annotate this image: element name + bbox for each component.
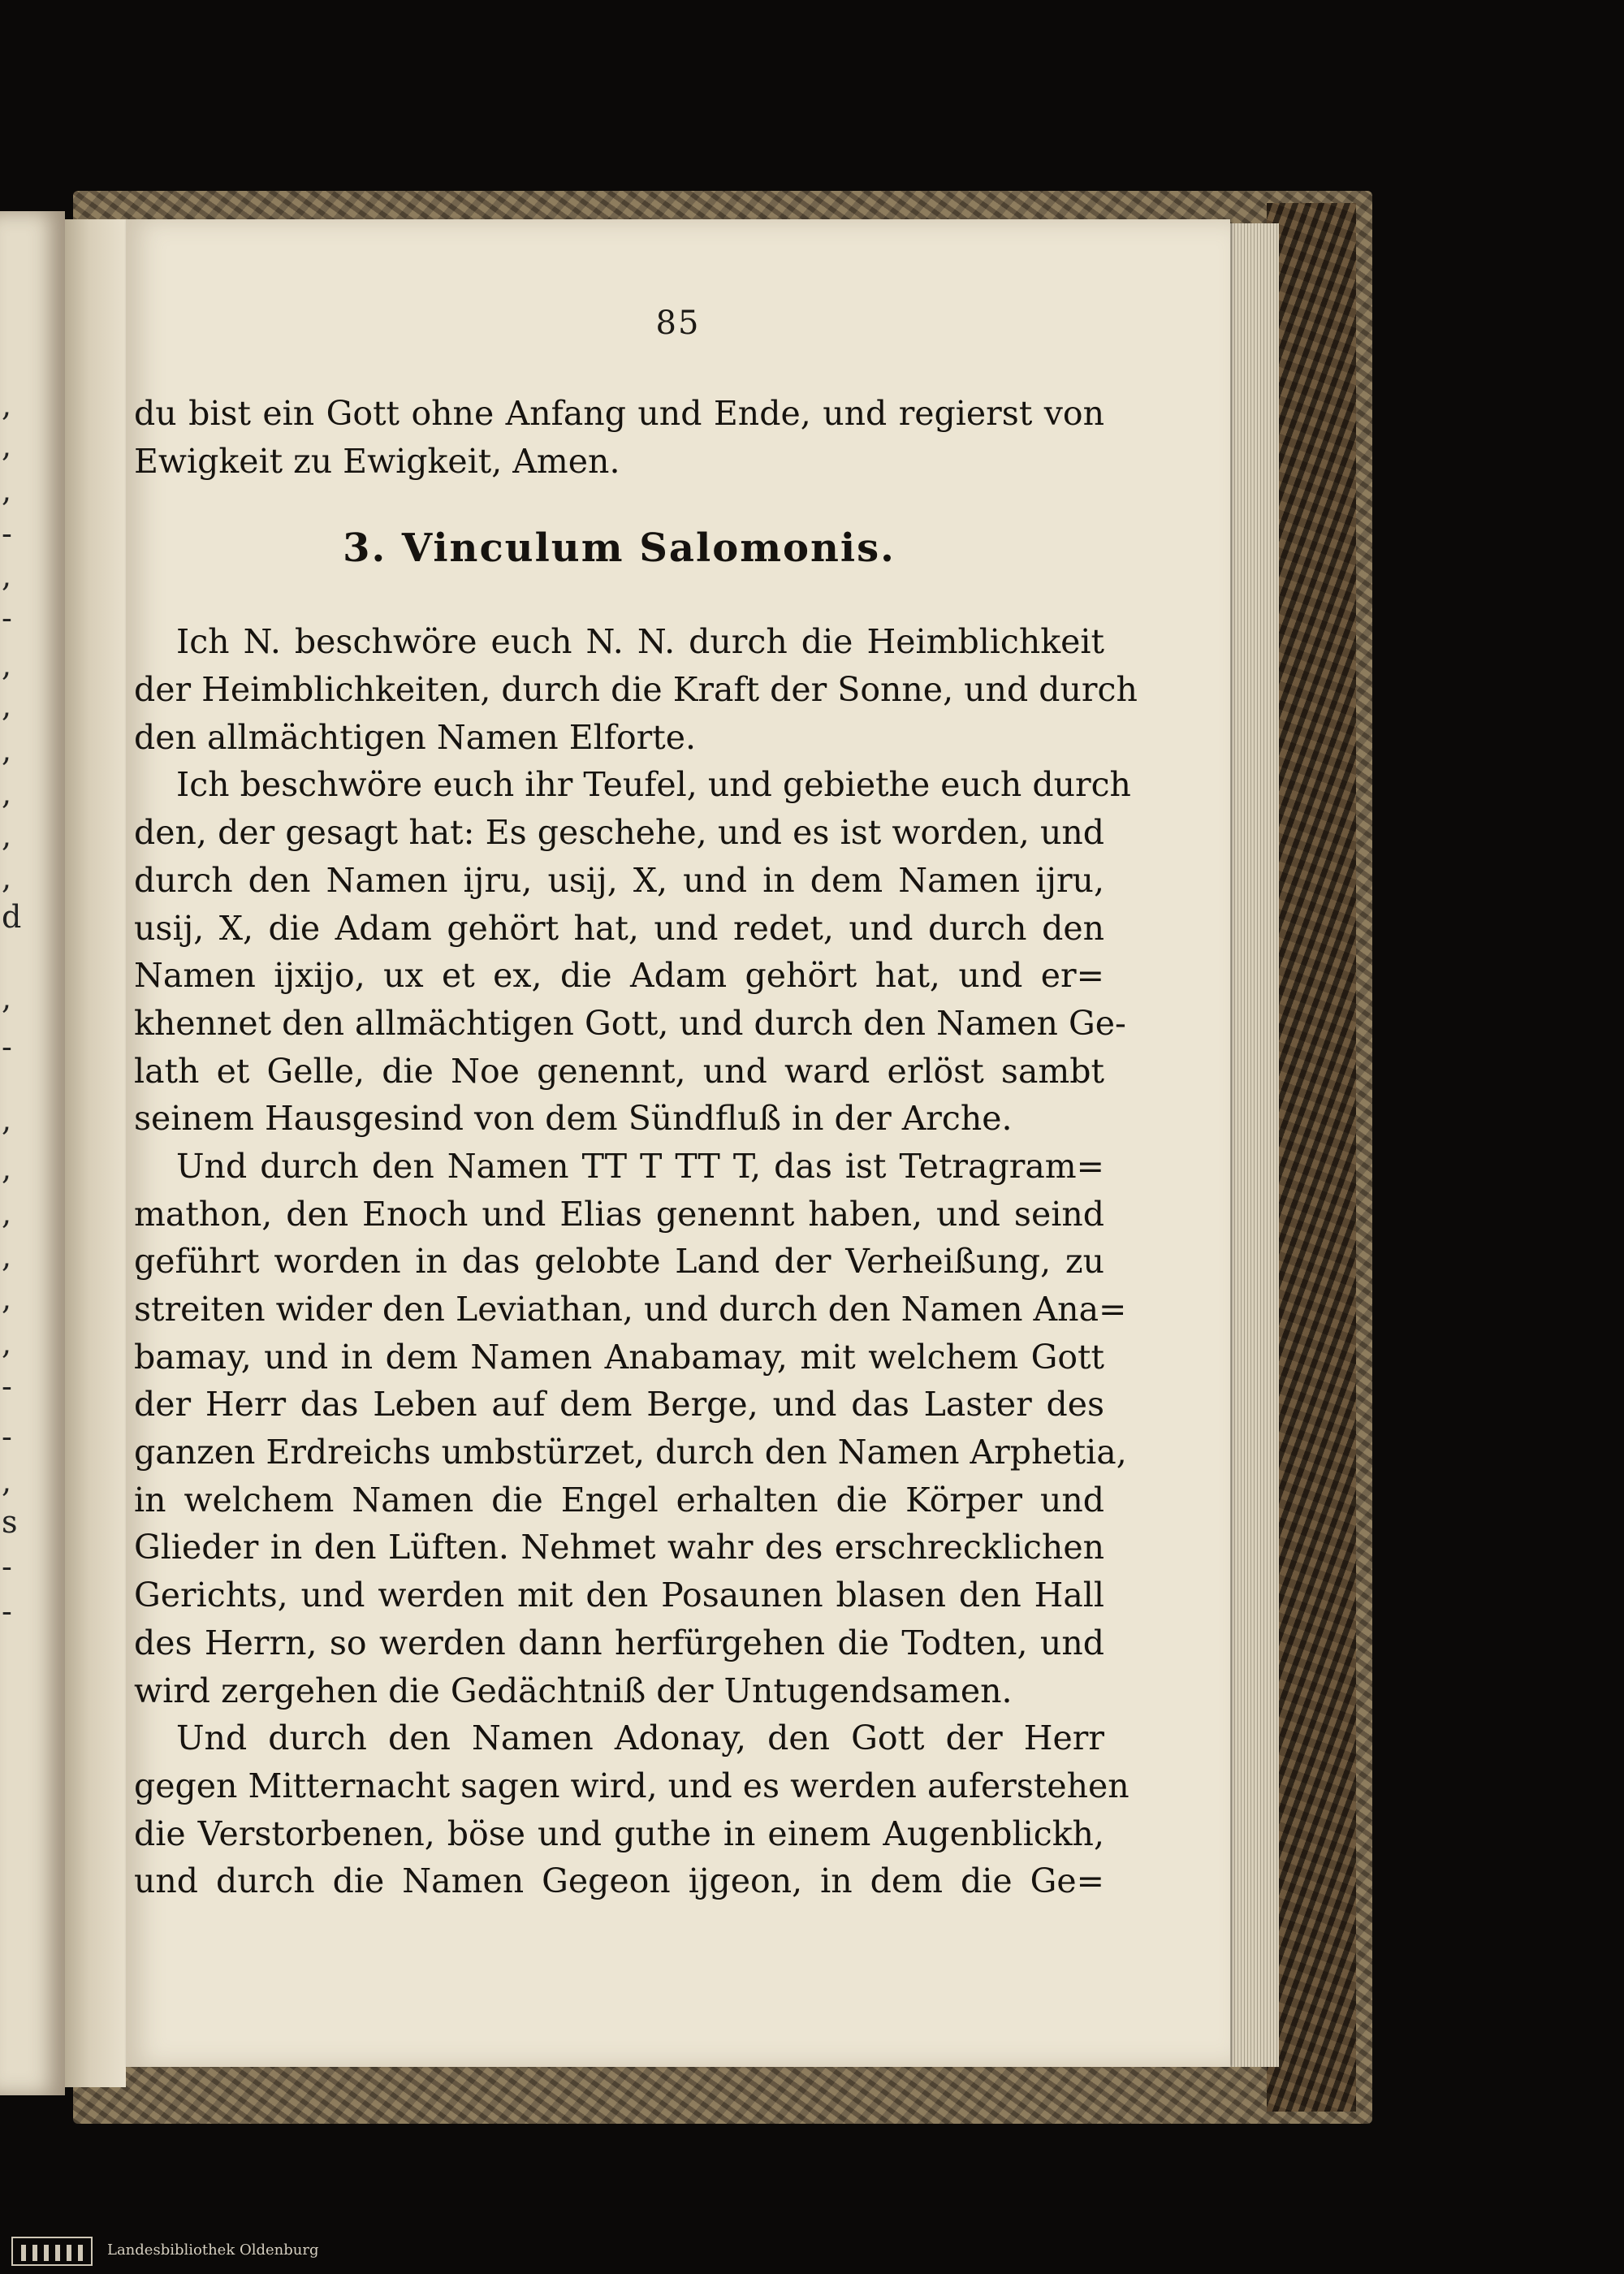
- left-page-margin-char: ,: [2, 776, 12, 811]
- text-line: der Heimblichkeiten, durch die Kraft der Sonne, und durch: [134, 670, 1138, 710]
- left-page-margin-char: ,: [2, 473, 12, 508]
- left-page-margin-char: -: [2, 600, 12, 636]
- page-edges: [1222, 223, 1279, 2067]
- left-page-margin-char: ,: [2, 387, 12, 423]
- left-page-margin-char: ,: [2, 1325, 12, 1361]
- library-logo-icon: [11, 2237, 93, 2266]
- left-page-margin-char: -: [2, 516, 12, 551]
- text-line: usij, X, die Adam gehört hat, und redet, und durch den: [134, 908, 1104, 948]
- text-line: Glieder in den Lüften. Nehmet wahr des erschrecklichen: [134, 1528, 1104, 1567]
- section-heading: 3. Vinculum Salomonis.: [343, 525, 896, 572]
- text-line: Ich beschwöre euch ihr Teufel, und gebiethe euch durch: [176, 765, 1131, 805]
- paragraph-2: [134, 761, 1131, 1143]
- text-line: durch den Namen ijru, usij, X, und in dem Namen ijru,: [134, 860, 1104, 900]
- left-page-margin-char: -: [2, 1029, 12, 1065]
- text-line: und durch die Namen Gegeon ijgeon, in dem die Ge=: [134, 1861, 1104, 1901]
- text-line: den allmächtigen Namen Elforte.: [134, 717, 697, 757]
- left-page-margin-char: ,: [2, 1151, 12, 1187]
- library-name: Landesbibliothek Oldenburg: [107, 2242, 319, 2259]
- left-page-margin-char: ,: [2, 428, 12, 464]
- left-page-margin-char: ,: [2, 688, 12, 724]
- text-line: mathon, den Enoch und Elias genennt haben, und seind: [134, 1194, 1104, 1234]
- paragraph-4: [134, 1714, 1129, 1905]
- text-line: lath et Gelle, die Noe genennt, und ward erlöst sambt: [134, 1051, 1104, 1091]
- text-line: streiten wider den Leviathan, und durch den Namen Ana=: [134, 1290, 1127, 1329]
- left-page-margin-char: s: [2, 1504, 18, 1540]
- left-page-margin-char: -: [2, 1419, 12, 1455]
- left-page-margin-char: -: [2, 1549, 12, 1584]
- text-line: des Herrn, so werden dann herfürgehen die Todten, und: [134, 1623, 1104, 1662]
- left-page-margin-char: ,: [2, 1102, 12, 1138]
- text-line: der Herr das Leben auf dem Berge, und das Laster des: [134, 1385, 1104, 1424]
- left-page-margin-char: ,: [2, 1195, 12, 1231]
- page-text: [134, 390, 1138, 1905]
- left-page-margin-char: ,: [2, 980, 12, 1016]
- left-page-margin-char: ,: [2, 860, 12, 896]
- text-line: den, der gesagt hat: Es geschehe, und es ist worden, und: [134, 813, 1104, 853]
- text-line: khennet den allmächtigen Gott, und durch den Namen Ge-: [134, 1003, 1126, 1043]
- paragraph-3: [134, 1143, 1127, 1714]
- left-page-margin-char: ,: [2, 1463, 12, 1499]
- book-page: [126, 219, 1230, 2067]
- paragraph-intro: [134, 390, 1104, 485]
- left-page-margin-char: ,: [2, 647, 12, 683]
- left-page-margin-char: ,: [2, 1239, 12, 1274]
- text-line: die Verstorbenen, böse und guthe in einem Augenblickh,: [134, 1814, 1104, 1853]
- page-number: 85: [655, 305, 701, 342]
- left-page-margin-char: ,: [2, 558, 12, 594]
- text-line: in welchem Namen die Engel erhalten die Körper und: [134, 1480, 1104, 1520]
- left-page-margin-char: ,: [2, 818, 12, 854]
- text-line: geführt worden in das gelobte Land der Verheißung, zu: [134, 1242, 1104, 1282]
- text-line: Namen ijxijo, ux et ex, die Adam gehört hat, und er=: [134, 956, 1104, 996]
- text-line: wird zergehen die Gedächtniß der Untugendsamen.: [134, 1671, 1013, 1710]
- left-page-margin-char: ,: [2, 733, 12, 768]
- text-line: bamay, und in dem Namen Anabamay, mit welchem Gott: [134, 1337, 1104, 1377]
- text-line: gegen Mitternacht sagen wird, und es werden auferstehen: [134, 1766, 1129, 1805]
- left-page-margin-char: d: [2, 899, 22, 935]
- text-line: Ich N. beschwöre euch N. N. durch die Heimblichkeit: [176, 622, 1104, 662]
- text-line: Und durch den Namen TT T TT T, das ist Tetragram=: [176, 1146, 1104, 1186]
- left-page-margin-char: -: [2, 1368, 12, 1404]
- paragraph-1: [134, 618, 1138, 761]
- text-line: ganzen Erdreichs umbstürzet, durch den Namen Arphetia,: [134, 1433, 1127, 1472]
- text-line: du bist ein Gott ohne Anfang und Ende, und regierst von: [134, 394, 1104, 433]
- marbled-cover: [1267, 203, 1356, 2112]
- left-page-edge: [0, 211, 65, 2095]
- text-line: Ewigkeit zu Ewigkeit, Amen.: [134, 441, 620, 481]
- text-line: Und durch den Namen Adonay, den Gott der Herr: [176, 1718, 1104, 1758]
- left-page-margin-char: ,: [2, 1281, 12, 1316]
- text-line: Gerichts, und werden mit den Posaunen blasen den Hall: [134, 1576, 1104, 1615]
- text-line: seinem Hausgesind von dem Sündfluß in der Arche.: [134, 1099, 1013, 1139]
- left-gutter: [65, 219, 126, 2087]
- left-page-margin-char: -: [2, 1593, 12, 1629]
